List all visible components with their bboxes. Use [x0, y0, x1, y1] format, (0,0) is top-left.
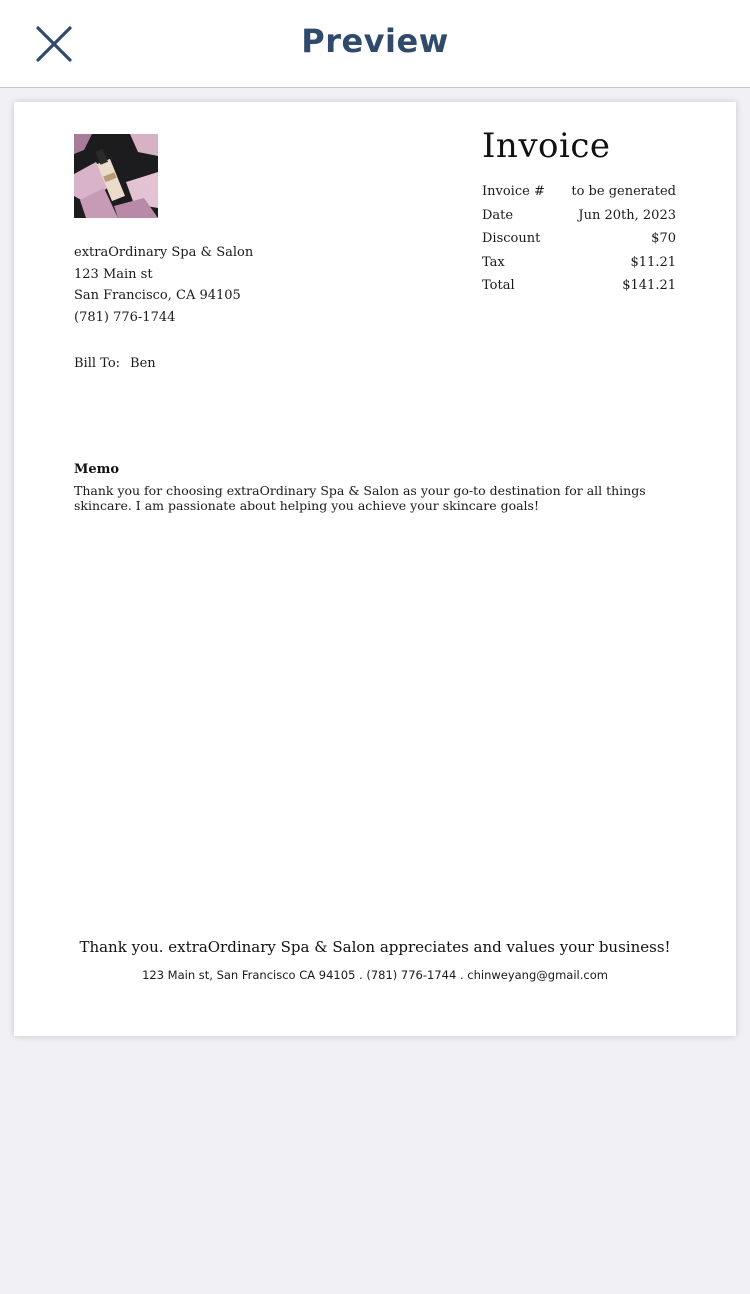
meta-label: Total: [482, 278, 515, 293]
bill-to-name: Ben: [130, 356, 156, 371]
meta-value: $141.21: [622, 278, 676, 293]
meta-value: Jun 20th, 2023: [578, 207, 676, 223]
business-name: extraOrdinary Spa & Salon: [74, 245, 254, 260]
meta-row-total: [482, 274, 676, 298]
invoice-preview-document: [14, 102, 736, 1036]
memo-label: Memo: [74, 462, 120, 477]
memo-text: Thank you for choosing extraOrdinary Spa & Salon as your go-to destination for all things skincare. I am passionate about helping you achieve your skincare goals!: [74, 483, 646, 513]
thank-you-message: Thank you. extraOrdinary Spa & Salon appreciates and values your business!: [79, 938, 671, 956]
meta-value: to be generated: [571, 184, 676, 199]
top-bar: [0, 0, 750, 88]
footer-contact: 123 Main st, San Francisco CA 94105 . (781) 776-1744 . chinweyang@gmail.com: [142, 968, 608, 982]
meta-label: Invoice #: [482, 184, 545, 199]
page-title: Preview: [301, 22, 449, 60]
meta-value: $70: [651, 231, 676, 246]
business-logo: [74, 134, 158, 218]
meta-row-discount: [482, 227, 676, 251]
meta-row-invoice-number: [482, 180, 676, 204]
business-city: San Francisco, CA 94105: [74, 288, 241, 303]
meta-row-date: [482, 204, 676, 228]
bill-to: [74, 356, 156, 371]
meta-value: $11.21: [630, 254, 676, 270]
bill-to-label: Bill To:: [74, 356, 121, 371]
meta-label: Tax: [482, 254, 505, 270]
business-street: 123 Main st: [74, 266, 153, 282]
business-phone: (781) 776-1744: [74, 309, 176, 325]
business-info: [74, 242, 253, 328]
meta-label: Discount: [482, 231, 541, 246]
invoice-meta-table: [482, 180, 676, 298]
invoice-heading: Invoice: [482, 126, 611, 166]
meta-row-tax: [482, 251, 676, 275]
meta-label: Date: [482, 207, 514, 223]
